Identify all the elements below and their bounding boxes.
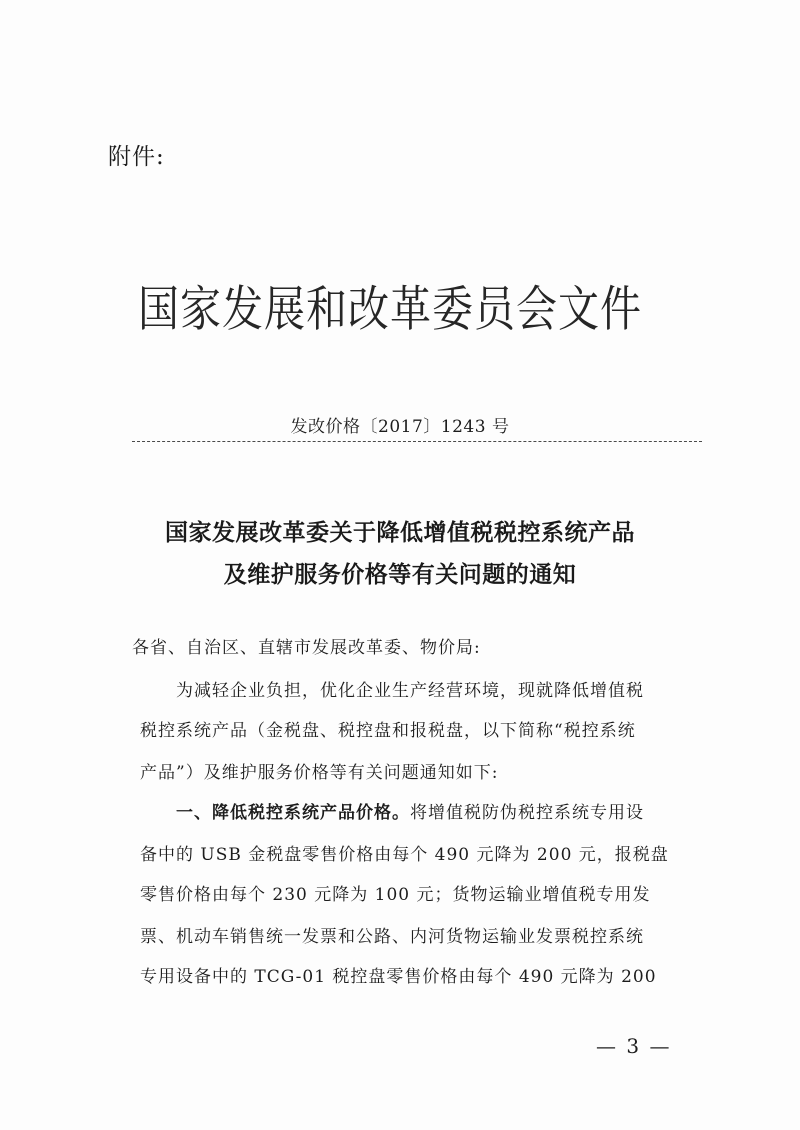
paragraph-2-line-5: 专用设备中的 TCG-01 税控盘零售价格由每个 490 元降为 200 [140, 967, 657, 987]
paragraph-1-line-1: 为减轻企业负担，优化企业生产经营环境，现就降低增值税 [176, 681, 644, 701]
document-number: 发改价格〔2017〕1243 号 [290, 417, 510, 437]
document-title-line-1: 国家发展改革委关于降低增值税税控系统产品 [165, 519, 635, 546]
attachment-label: 附件: [108, 144, 165, 170]
addressee: 各省、自治区、直辖市发展改革委、物价局: [132, 638, 481, 658]
agency-header: 国家发展和改革委员会文件 [138, 280, 642, 338]
paragraph-2-line-1 [176, 798, 644, 823]
section-heading: 一、降低税控系统产品价格。 [176, 803, 410, 823]
paragraph-2-line-2: 备中的 USB 金税盘零售价格由每个 490 元降为 200 元，报税盘 [140, 845, 669, 865]
paragraph-2-line-3: 零售价格由每个 230 元降为 100 元；货物运输业增值税专用发 [140, 885, 651, 905]
paragraph-1-line-3: 产品”）及维护服务价格等有关问题通知如下: [140, 763, 499, 783]
paragraph-2-line-1-text: 将增值税防伪税控系统专用设 [410, 803, 644, 823]
paragraph-2-line-4: 票、机动车销售统一发票和公路、内河货物运输业发票税控系统 [140, 927, 644, 947]
document-title-line-2: 及维护服务价格等有关问题的通知 [223, 561, 577, 588]
page-number: — 3 — [596, 1034, 672, 1058]
paragraph-1-line-2: 税控系统产品（金税盘、税控盘和报税盘，以下简称“税控系统 [140, 721, 636, 741]
header-divider [132, 441, 702, 442]
